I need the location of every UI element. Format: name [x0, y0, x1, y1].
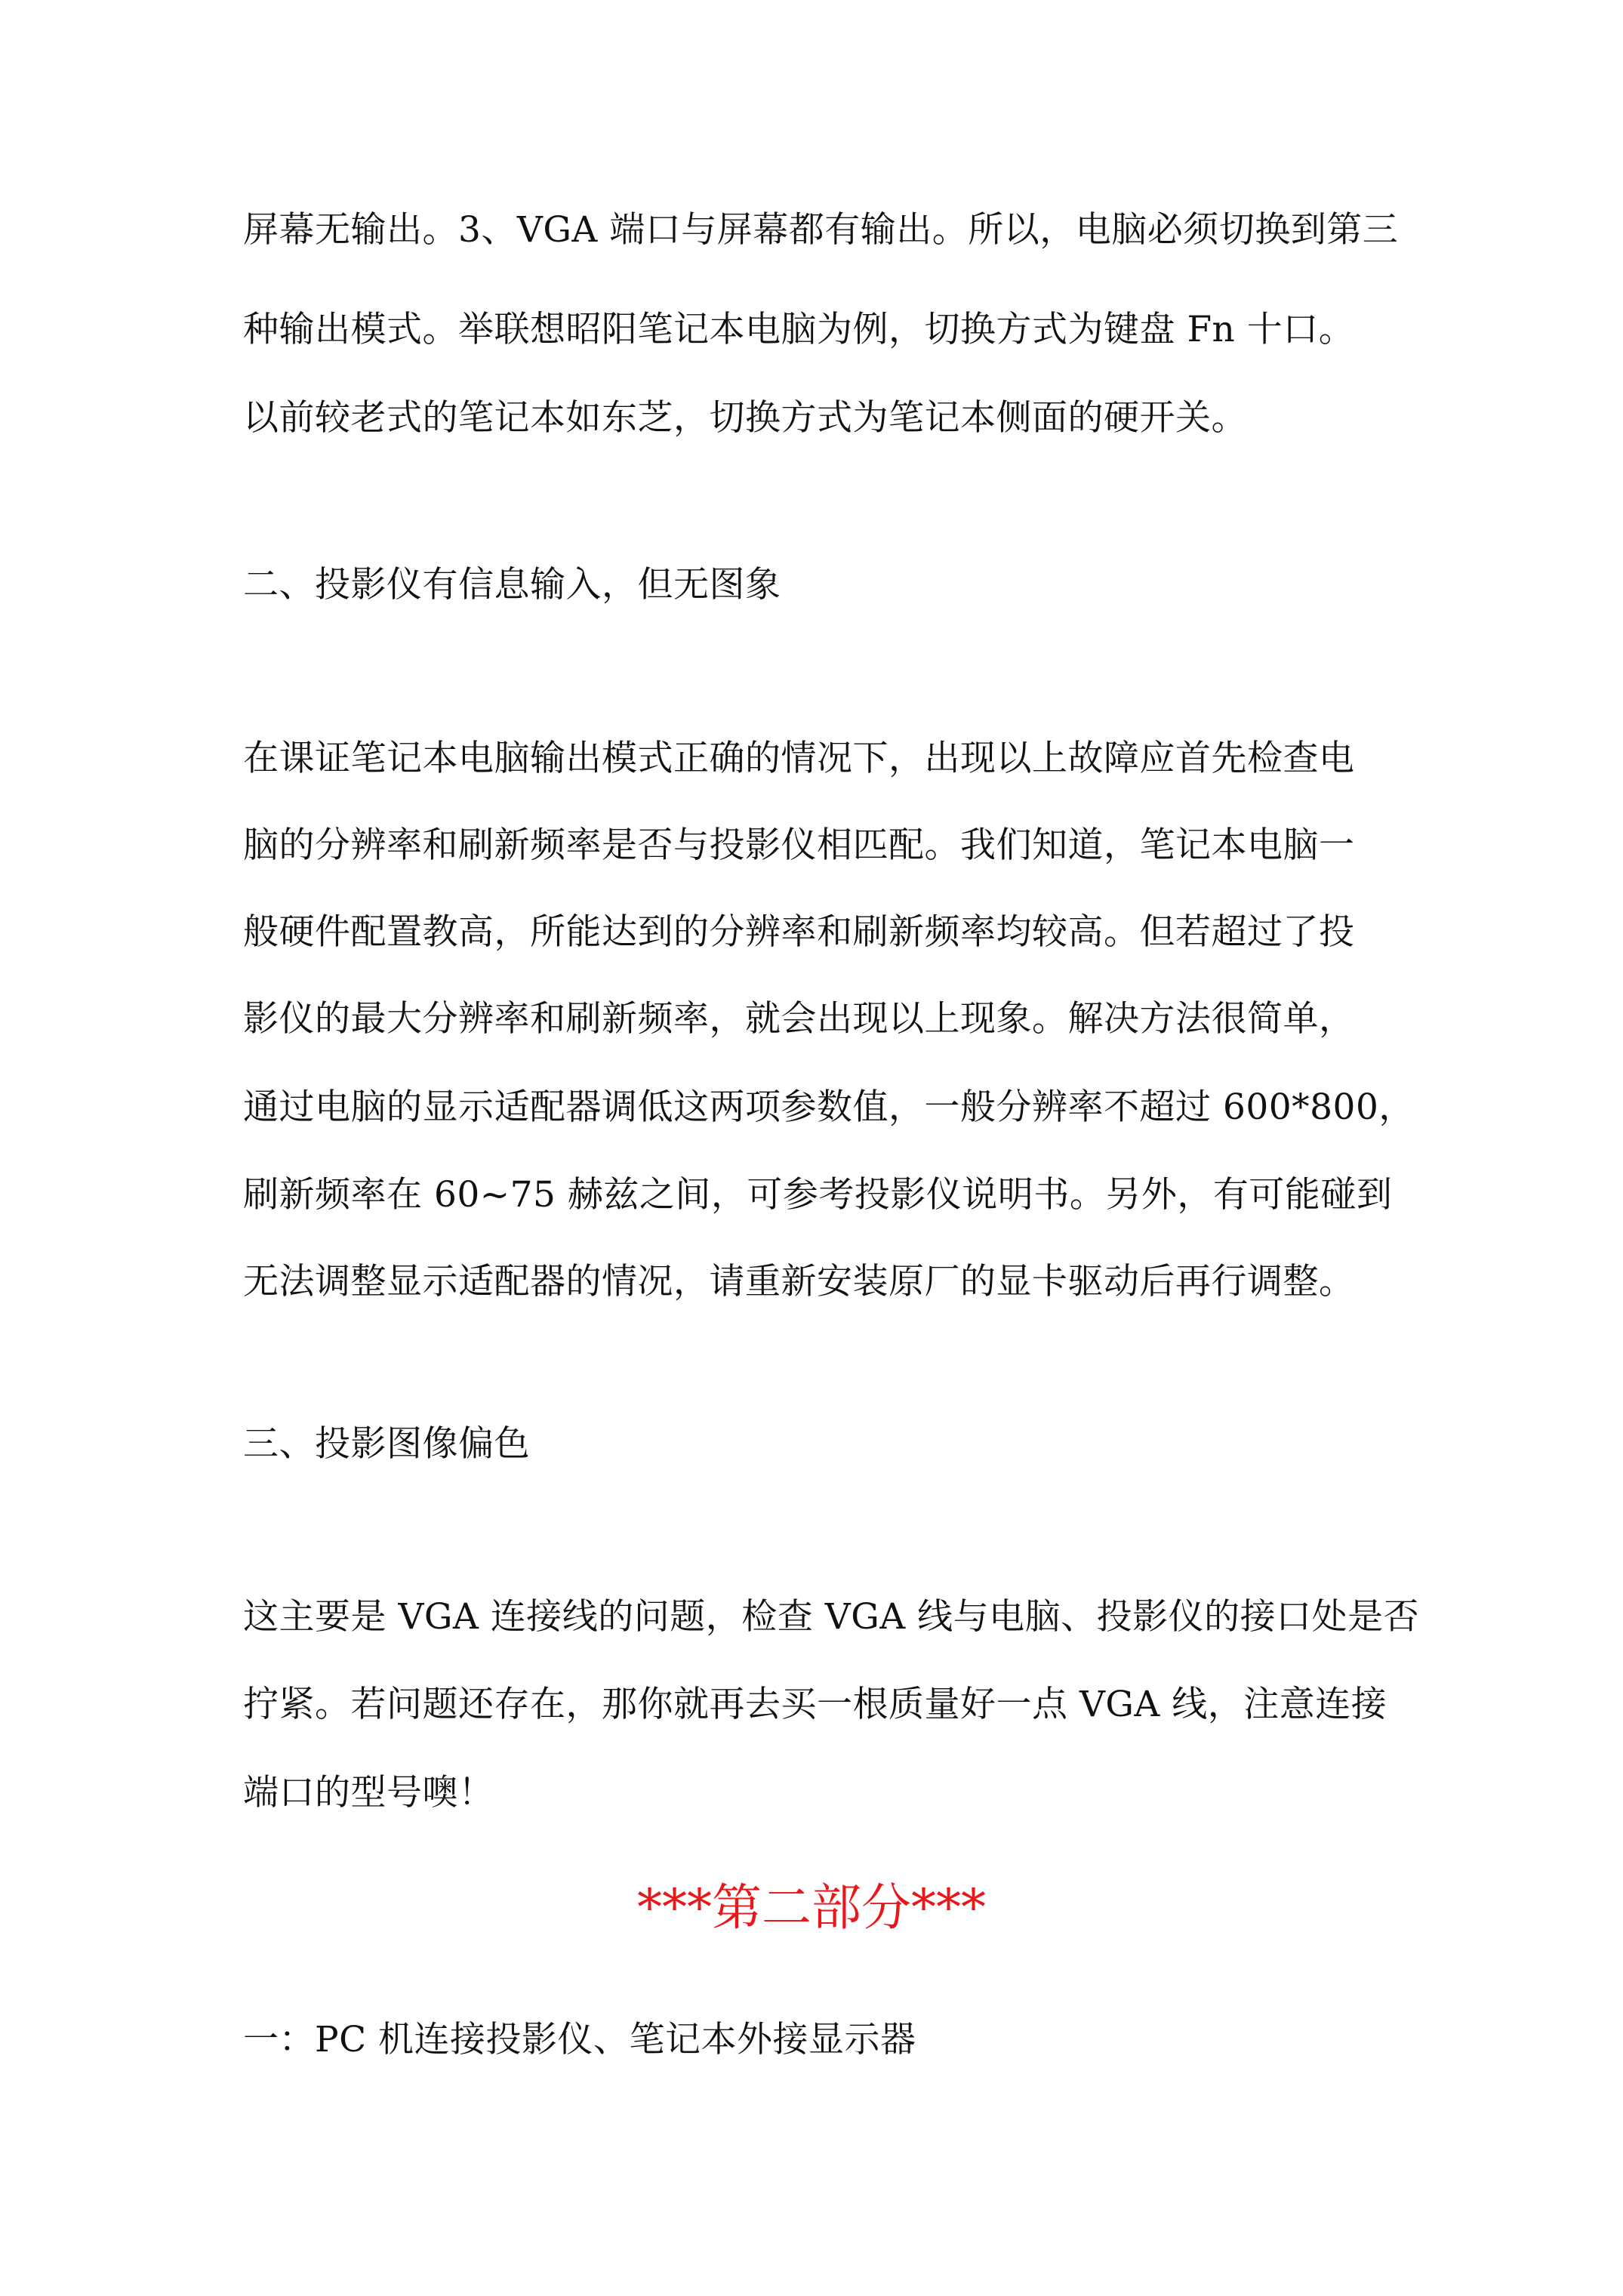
- section2-line-5: 通过电脑的显示适配器调低这两项参数值，一般分辨率不超过 600*800，: [243, 1086, 1415, 1128]
- section3-heading: 三、投影图像偏色: [243, 1423, 530, 1465]
- part2-subheading: 一：PC 机连接投影仪、笔记本外接显示器: [243, 2019, 916, 2060]
- intro-line-2: 种输出模式。举联想昭阳笔记本电脑为例，切换方式为键盘 Fn 十口。: [243, 309, 1355, 350]
- section2-line-4: 影仪的最大分辨率和刷新频率，就会出现以上现象。解决方法很简单，: [243, 998, 1355, 1040]
- section3-line-2: 拧紧。若问题还存在，那你就再去买一根质量好一点 VGA 线，注意连接: [243, 1684, 1387, 1725]
- section2-line-1: 在课证笔记本电脑输出模式正确的情况下，出现以上故障应首先检查电: [243, 738, 1355, 779]
- section3-line-1: 这主要是 VGA 连接线的问题，检查 VGA 线与电脑、投影仪的接口处是否: [243, 1596, 1420, 1638]
- intro-line-1: 屏幕无输出。3、VGA 端口与屏幕都有输出。所以，电脑必须切换到第三: [243, 209, 1399, 251]
- section2-heading: 二、投影仪有信息输入，但无图象: [243, 564, 781, 606]
- section2-line-3: 般硬件配置教高，所能达到的分辨率和刷新频率均较高。但若超过了投: [243, 911, 1355, 953]
- section2-line-2: 脑的分辨率和刷新频率是否与投影仪相匹配。我们知道，笔记本电脑一: [243, 824, 1355, 866]
- section2-line-7: 无法调整显示适配器的情况，请重新安装原厂的显卡驱动后再行调整。: [243, 1261, 1355, 1302]
- part2-title: ***第二部分***: [637, 1878, 986, 1937]
- section2-line-6: 刷新频率在 60~75 赫兹之间，可参考投影仪说明书。另外，有可能碰到: [243, 1174, 1393, 1216]
- section3-line-3: 端口的型号噢！: [243, 1772, 494, 1814]
- intro-line-3: 以前较老式的笔记本如东芝，切换方式为笔记本侧面的硬开关。: [243, 397, 1247, 439]
